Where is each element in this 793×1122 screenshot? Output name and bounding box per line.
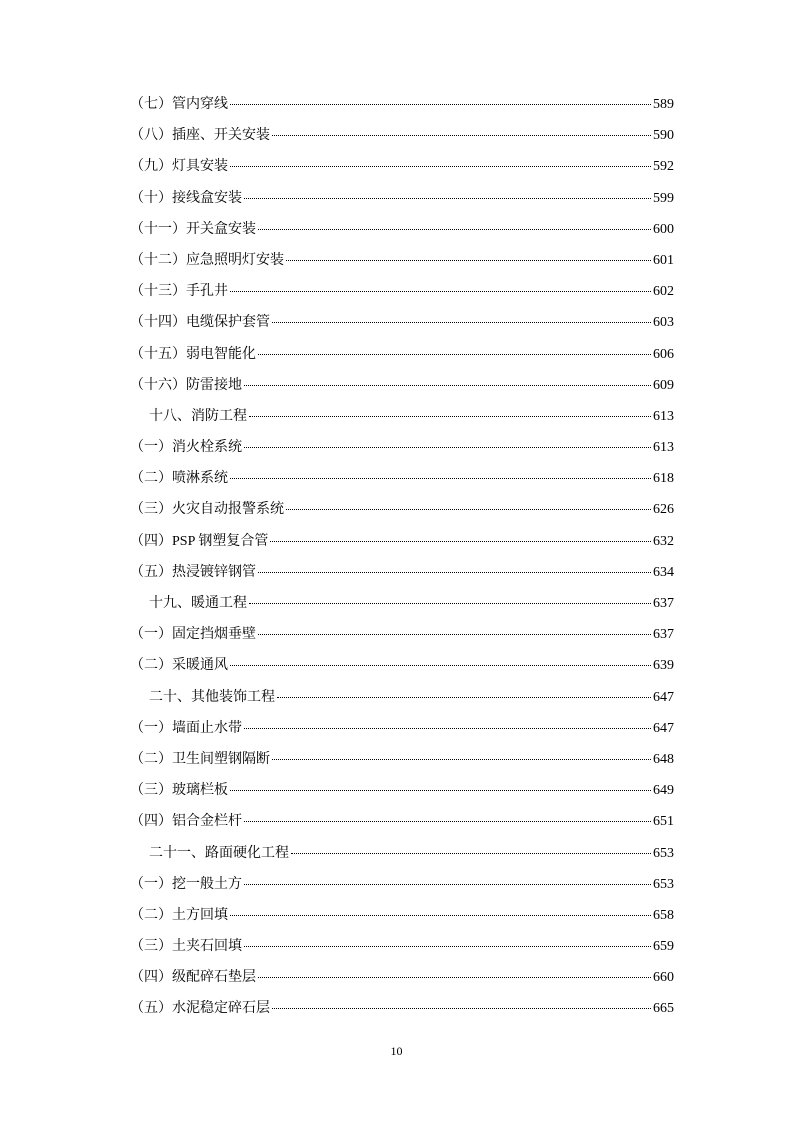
dot-leader (291, 852, 651, 854)
toc-entry (130, 811, 674, 842)
toc-entry-title: （一）固定挡烟垂壁 (130, 627, 256, 643)
toc-entry-title: 十九、暖通工程 (149, 596, 247, 611)
dot-leader (244, 446, 651, 448)
toc-entry-page: 647 (653, 689, 674, 705)
toc-entry-page: 648 (653, 751, 674, 767)
toc-entry-title: （十四）电缆保护套管 (130, 315, 270, 331)
toc-entry-title: （五）热浸镀锌钢管 (130, 564, 256, 580)
toc-entry (130, 125, 674, 156)
toc-entry-title: （二）卫生间塑钢隔断 (130, 751, 270, 767)
dot-leader (249, 602, 651, 604)
toc-entry-title: （八）插座、开关安装 (130, 128, 270, 144)
dot-leader (244, 197, 651, 199)
toc-entry-title: （二）采暖通风 (130, 658, 228, 674)
toc-entry (130, 344, 674, 375)
toc-entry-page: 647 (653, 720, 674, 736)
dot-leader (230, 477, 651, 479)
toc-entry-page: 660 (653, 970, 674, 986)
toc-entry (130, 998, 674, 1029)
toc-entry-page: 600 (653, 221, 674, 237)
toc-entry-page: 637 (653, 596, 674, 611)
dot-leader (277, 696, 651, 698)
toc-entry-title: （一）挖一般土方 (130, 876, 242, 892)
dot-leader (230, 914, 651, 916)
table-of-contents (130, 94, 674, 1030)
dot-leader (244, 820, 651, 822)
toc-entry (130, 936, 674, 967)
toc-entry-page: 590 (653, 128, 674, 144)
toc-entry-title: （九）灯具安装 (130, 159, 228, 175)
toc-entry-page: 609 (653, 377, 674, 393)
toc-entry (130, 718, 674, 749)
toc-entry-page: 651 (653, 814, 674, 830)
toc-entry (130, 905, 674, 936)
dot-leader (258, 571, 651, 573)
toc-entry (130, 281, 674, 312)
dot-leader (244, 727, 651, 729)
toc-entry-page: 659 (653, 939, 674, 955)
dot-leader (230, 165, 651, 167)
dot-leader (258, 228, 651, 230)
toc-entry-page: 634 (653, 564, 674, 580)
toc-entry (130, 749, 674, 780)
toc-entry (130, 967, 674, 998)
toc-entry-title: （七）管内穿线 (130, 97, 228, 112)
toc-entry (130, 562, 674, 593)
dot-leader (258, 353, 651, 355)
toc-entry-title: （五）水泥稳定碎石层 (130, 1001, 270, 1017)
toc-entry (130, 499, 674, 530)
toc-entry-page: 589 (653, 97, 674, 112)
toc-entry-title: （一）消火栓系统 (130, 440, 242, 456)
toc-entry-page: 632 (653, 533, 674, 549)
toc-entry-title: （十二）应急照明灯安装 (130, 252, 284, 268)
dot-leader (230, 103, 651, 105)
toc-entry (130, 624, 674, 655)
dot-leader (286, 508, 651, 510)
dot-leader (230, 664, 651, 666)
toc-entry (130, 655, 674, 686)
dot-leader (230, 290, 651, 292)
toc-entry-title: （四）级配碎石垫层 (130, 970, 256, 986)
toc-entry-title: 十八、消防工程 (149, 408, 247, 424)
toc-section-heading (130, 687, 674, 718)
toc-entry-title: 二十、其他装饰工程 (149, 689, 275, 705)
dot-leader (258, 633, 651, 635)
toc-entry-title: （十三）手孔井 (130, 284, 228, 300)
dot-leader (249, 415, 651, 417)
toc-entry (130, 531, 674, 562)
toc-entry-title: （三）火灾自动报警系统 (130, 502, 284, 518)
dot-leader (272, 758, 651, 760)
toc-entry-page: 613 (653, 408, 674, 424)
toc-entry-page: 602 (653, 284, 674, 300)
toc-entry (130, 375, 674, 406)
toc-entry (130, 219, 674, 250)
dot-leader (244, 384, 651, 386)
page-number: 10 (390, 1044, 403, 1058)
toc-entry-page: 653 (653, 845, 674, 861)
toc-section-heading (130, 593, 674, 624)
toc-entry (130, 250, 674, 281)
toc-entry-title: （十）接线盒安装 (130, 190, 242, 206)
toc-entry-page: 603 (653, 315, 674, 331)
toc-entry-page: 618 (653, 471, 674, 487)
toc-entry-page: 613 (653, 440, 674, 456)
dot-leader (230, 789, 651, 791)
toc-entry-page: 606 (653, 346, 674, 362)
dot-leader (286, 259, 651, 261)
toc-entry-page: 601 (653, 252, 674, 268)
dot-leader (244, 945, 651, 947)
toc-entry-title: （十六）防雷接地 (130, 377, 242, 393)
dot-leader (272, 134, 651, 136)
toc-entry-title: （三）土夹石回填 (130, 939, 242, 955)
toc-entry-page: 653 (653, 876, 674, 892)
toc-entry-page: 599 (653, 190, 674, 206)
toc-entry (130, 468, 674, 499)
toc-section-heading (130, 406, 674, 437)
toc-entry-page: 592 (653, 159, 674, 175)
toc-entry (130, 312, 674, 343)
toc-entry-page: 658 (653, 907, 674, 923)
toc-entry (130, 780, 674, 811)
toc-entry-title: （二）土方回填 (130, 907, 228, 923)
dot-leader (258, 976, 651, 978)
toc-entry-title: （二）喷淋系统 (130, 471, 228, 487)
dot-leader (270, 540, 651, 542)
toc-entry-page: 639 (653, 658, 674, 674)
toc-entry-title: （四）铝合金栏杆 (130, 814, 242, 830)
toc-entry (130, 94, 674, 125)
dot-leader (272, 321, 651, 323)
toc-entry-title: （十一）开关盒安装 (130, 221, 256, 237)
dot-leader (272, 1007, 651, 1009)
toc-section-heading (130, 843, 674, 874)
toc-entry-page: 665 (653, 1001, 674, 1017)
toc-entry-title: （四）PSP 钢塑复合管 (130, 533, 269, 549)
toc-entry (130, 437, 674, 468)
toc-entry-page: 637 (653, 627, 674, 643)
toc-entry (130, 188, 674, 219)
toc-entry (130, 156, 674, 187)
toc-entry-page: 649 (653, 783, 674, 799)
toc-entry-title: （三）玻璃栏板 (130, 783, 228, 799)
toc-entry-title: （一）墙面止水带 (130, 720, 242, 736)
toc-entry-title: 二十一、路面硬化工程 (149, 845, 289, 861)
toc-entry (130, 874, 674, 905)
dot-leader (244, 883, 651, 885)
toc-entry-page: 626 (653, 502, 674, 518)
toc-entry-title: （十五）弱电智能化 (130, 346, 256, 362)
